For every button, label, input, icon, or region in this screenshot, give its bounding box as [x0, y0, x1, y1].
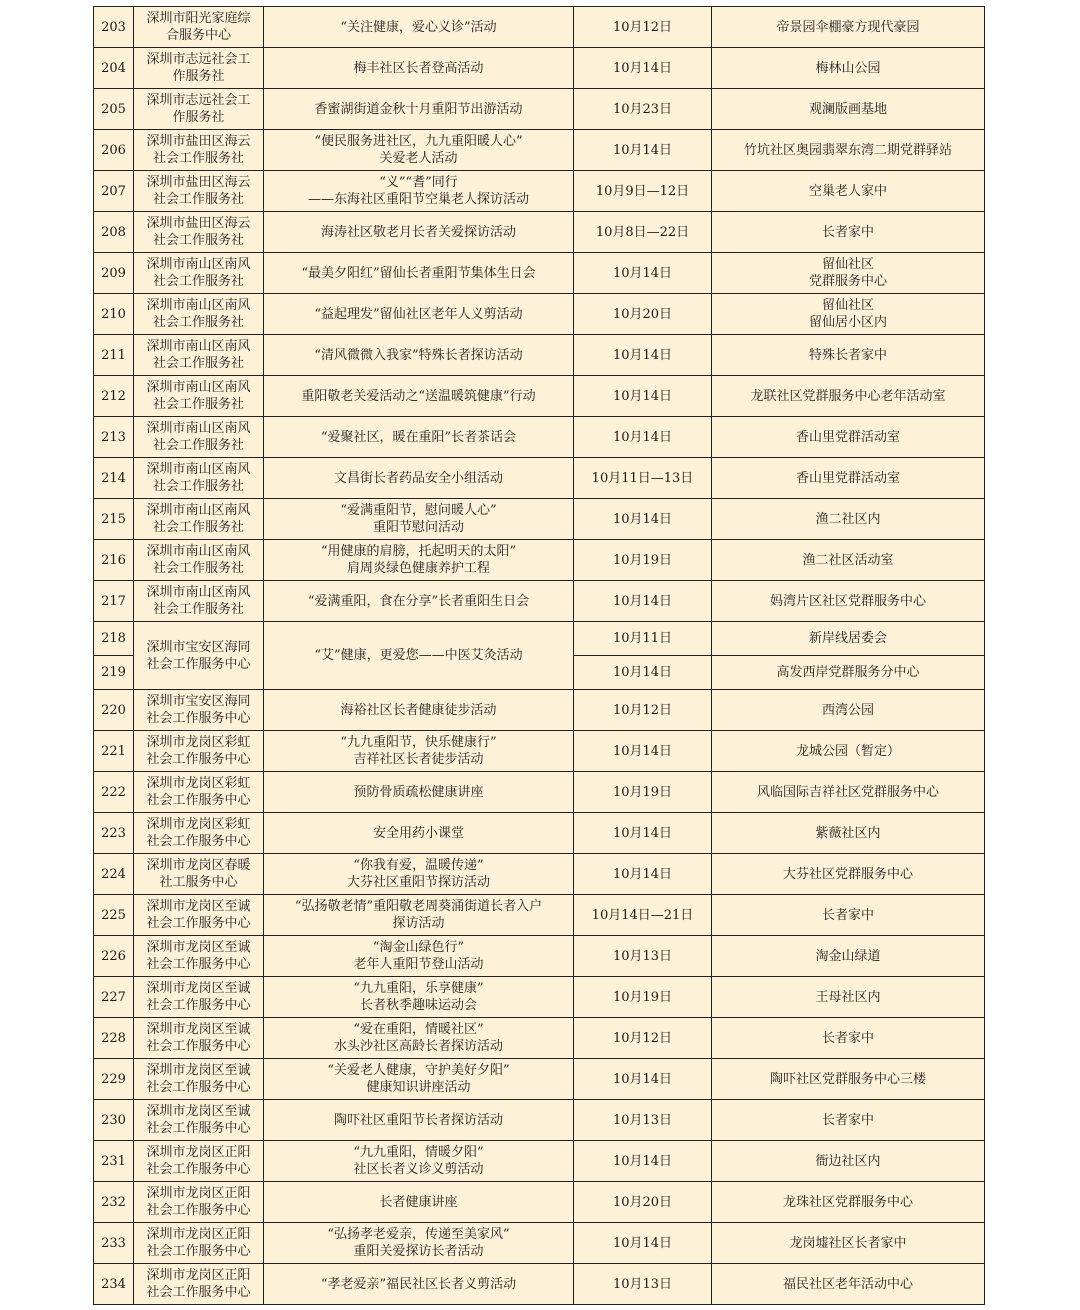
- organization-cell: 深圳市龙岗区春暖社工服务中心: [134, 854, 264, 895]
- row-number: 211: [94, 335, 134, 376]
- table-row: [94, 895, 985, 936]
- place-cell: [712, 89, 985, 130]
- date-cell: 10月19日: [574, 540, 712, 581]
- place-cell-line: 王母社区内: [815, 989, 881, 1005]
- organization-cell: 深圳市盐田区海云社会工作服务社: [134, 130, 264, 171]
- activity-cell-line: 健康知识讲座活动: [366, 1080, 471, 1095]
- place-cell: [712, 977, 985, 1018]
- activity-cell-line: “九九重阳节，快乐健康行”: [340, 735, 497, 750]
- row-number: 217: [94, 581, 134, 622]
- place-cell-line: 竹坑社区奥园翡翠东湾二期党群驿站: [743, 142, 952, 158]
- place-cell: [712, 458, 985, 499]
- row-number: 213: [94, 417, 134, 458]
- organization-cell: 深圳市龙岗区至诚社会工作服务中心: [134, 1100, 264, 1141]
- activity-cell-line: “关注健康，爱心义诊”活动: [340, 19, 497, 35]
- place-cell-line: 大芬社区党群服务中心: [782, 866, 913, 882]
- organization-cell: 深圳市龙岗区彩虹社会工作服务中心: [134, 731, 264, 772]
- activity-cell: [264, 1141, 574, 1182]
- place-cell: [712, 1141, 985, 1182]
- row-number: 220: [94, 690, 134, 731]
- table-row: [94, 581, 985, 622]
- activity-cell-line: “关爱老人健康，守护美好夕阳”: [327, 1063, 510, 1078]
- place-cell-line: 龙珠社区党群服务中心: [782, 1194, 913, 1210]
- place-cell-line: 紫薇社区内: [815, 825, 881, 841]
- activity-cell: [264, 294, 574, 335]
- table-row: [94, 7, 985, 48]
- row-number: 232: [94, 1182, 134, 1223]
- place-cell-line: 龙联社区党群服务中心老年活动室: [750, 388, 946, 404]
- table-row: [94, 1141, 985, 1182]
- date-cell: 10月19日: [574, 772, 712, 813]
- place-cell-line: 衙边社区内: [815, 1153, 881, 1169]
- activity-table-page: [93, 6, 985, 1305]
- place-cell-line: 香山里党群活动室: [795, 470, 900, 486]
- organization-cell: 深圳市南山区南风社会工作服务社: [134, 253, 264, 294]
- table-row: [94, 1223, 985, 1264]
- table-body: [94, 7, 985, 1305]
- row-number: 207: [94, 171, 134, 212]
- organization-cell: 深圳市盐田区海云社会工作服务社: [134, 171, 264, 212]
- date-cell: 10月14日: [574, 581, 712, 622]
- activity-cell: [264, 458, 574, 499]
- date-cell: 10月14日: [574, 335, 712, 376]
- activity-cell: [264, 581, 574, 622]
- place-cell: [712, 540, 985, 581]
- date-cell: 10月9日—12日: [574, 171, 712, 212]
- activity-cell-line: 吉祥社区长者徒步活动: [353, 752, 484, 767]
- date-cell: 10月8日—22日: [574, 212, 712, 253]
- organization-cell: 深圳市龙岗区至诚社会工作服务中心: [134, 936, 264, 977]
- place-cell: [712, 253, 985, 294]
- date-cell: 10月14日: [574, 656, 712, 690]
- table-row: [94, 89, 985, 130]
- activity-cell: [264, 731, 574, 772]
- organization-cell: 深圳市志远社会工作服务社: [134, 89, 264, 130]
- activity-cell-line: “弘扬敬老情”重阳敬老周葵涌街道长者入户: [294, 899, 543, 914]
- row-number: 223: [94, 813, 134, 854]
- date-cell: 10月11日: [574, 622, 712, 656]
- activity-cell-line: “用健康的肩膀，托起明天的太阳”: [320, 544, 517, 559]
- place-cell-line: 观澜版画基地: [808, 101, 887, 117]
- place-cell: [712, 895, 985, 936]
- activity-cell: [264, 376, 574, 417]
- place-cell: [712, 335, 985, 376]
- organization-cell: 深圳市龙岗区正阳社会工作服务中心: [134, 1223, 264, 1264]
- activity-cell: [264, 813, 574, 854]
- place-cell: [712, 212, 985, 253]
- table-row: [94, 171, 985, 212]
- date-cell: 10月12日: [574, 7, 712, 48]
- place-cell: [712, 1018, 985, 1059]
- activity-cell-line: 水头沙社区高龄长者探访活动: [333, 1039, 503, 1054]
- organization-cell: 深圳市阳光家庭综合服务中心: [134, 7, 264, 48]
- row-number: 205: [94, 89, 134, 130]
- row-number: 209: [94, 253, 134, 294]
- place-cell-line: 高发西岸党群服务分中心: [776, 665, 920, 680]
- place-cell-line: 党群服务中心: [808, 274, 887, 289]
- activity-cell: [264, 499, 574, 540]
- row-number: 215: [94, 499, 134, 540]
- table-row: [94, 540, 985, 581]
- table-row: [94, 417, 985, 458]
- activity-cell-line: 香蜜湖街道金秋十月重阳节出游活动: [314, 101, 523, 117]
- table-row: [94, 854, 985, 895]
- row-number: 212: [94, 376, 134, 417]
- activity-cell-line: “清风微微入我家”特殊长者探访活动: [314, 347, 523, 363]
- organization-cell: 深圳市南山区南风社会工作服务社: [134, 581, 264, 622]
- place-cell-line: 福民社区老年活动中心: [782, 1276, 913, 1292]
- place-cell-line: 留仙居小区内: [808, 315, 887, 330]
- place-cell-line: 新岸线居委会: [808, 631, 887, 646]
- organization-cell: 深圳市龙岗区正阳社会工作服务中心: [134, 1264, 264, 1305]
- date-cell: 10月23日: [574, 89, 712, 130]
- row-number: 229: [94, 1059, 134, 1100]
- activity-cell-line: 重阳敬老关爱活动之“送温暖筑健康”行动: [301, 388, 536, 404]
- activity-cell: [264, 936, 574, 977]
- place-cell: [712, 130, 985, 171]
- row-number: 214: [94, 458, 134, 499]
- date-cell: 10月14日: [574, 376, 712, 417]
- place-cell: [712, 7, 985, 48]
- place-cell: [712, 731, 985, 772]
- row-number: 231: [94, 1141, 134, 1182]
- organization-cell: 深圳市盐田区海云社会工作服务社: [134, 212, 264, 253]
- organization-cell: 深圳市南山区南风社会工作服务社: [134, 294, 264, 335]
- place-cell: [712, 1100, 985, 1141]
- date-cell: 10月14日: [574, 253, 712, 294]
- row-number: 216: [94, 540, 134, 581]
- date-cell: 10月14日: [574, 854, 712, 895]
- place-cell-line: 长者家中: [821, 907, 874, 923]
- place-cell-line: 香山里党群活动室: [795, 429, 900, 445]
- table-row: [94, 731, 985, 772]
- date-cell: 10月12日: [574, 690, 712, 731]
- place-cell-line: 淘金山绿道: [815, 948, 881, 964]
- organization-cell: 深圳市宝安区海同社会工作服务中心: [134, 690, 264, 731]
- table-row: [94, 1182, 985, 1223]
- activity-cell-line: 长者秋季趣味运动会: [359, 998, 477, 1013]
- table-row: [94, 294, 985, 335]
- activity-table: [93, 6, 985, 1305]
- table-row: [94, 335, 985, 376]
- date-cell: 10月14日: [574, 1141, 712, 1182]
- table-row: [94, 622, 985, 656]
- date-cell: 10月11日—13日: [574, 458, 712, 499]
- activity-cell: [264, 335, 574, 376]
- place-cell: [712, 1223, 985, 1264]
- organization-cell: 深圳市南山区南风社会工作服务社: [134, 376, 264, 417]
- place-cell: [712, 294, 985, 335]
- table-row: [94, 772, 985, 813]
- activity-cell-line: 探访活动: [392, 916, 445, 931]
- row-number: 234: [94, 1264, 134, 1305]
- activity-cell-line: 关爱老人活动: [379, 151, 458, 166]
- date-cell: 10月19日: [574, 977, 712, 1018]
- place-cell: [712, 656, 985, 690]
- activity-cell-line: “义”“耆”同行: [379, 175, 458, 190]
- place-cell-line: 长者家中: [821, 1030, 874, 1046]
- row-number: 221: [94, 731, 134, 772]
- date-cell: 10月14日: [574, 813, 712, 854]
- activity-cell: [264, 417, 574, 458]
- activity-cell-line: “九九重阳，情暖夕阳”: [353, 1145, 484, 1160]
- place-cell: [712, 854, 985, 895]
- place-cell-line: 妈湾片区社区党群服务中心: [769, 593, 926, 609]
- activity-cell: [264, 977, 574, 1018]
- place-cell-line: 渔二社区活动室: [802, 552, 894, 568]
- activity-cell-line: “最美夕阳红”留仙长者重阳节集体生日会: [301, 265, 536, 281]
- row-number: 218: [94, 622, 134, 656]
- activity-cell-line: “艾”健康，更爱您——中医艾灸活动: [314, 648, 523, 663]
- date-cell: 10月20日: [574, 294, 712, 335]
- activity-cell-line: “爱聚社区，暖在重阳”长者茶话会: [320, 429, 517, 445]
- place-cell: [712, 376, 985, 417]
- activity-cell-line: 长者健康讲座: [379, 1194, 458, 1210]
- row-number: 224: [94, 854, 134, 895]
- place-cell-line: 特殊长者家中: [808, 347, 887, 363]
- place-cell-line: 留仙社区: [821, 257, 874, 272]
- activity-cell-line: “弘扬孝老爱亲，传递至美家风”: [327, 1227, 510, 1242]
- table-row: [94, 690, 985, 731]
- place-cell: [712, 813, 985, 854]
- activity-cell-line: “爱在重阳，情暖社区”: [353, 1022, 484, 1037]
- activity-cell: [264, 1182, 574, 1223]
- table-row: [94, 376, 985, 417]
- activity-cell-line: 文昌街长者药品安全小组活动: [333, 470, 503, 486]
- place-cell: [712, 772, 985, 813]
- table-row: [94, 1018, 985, 1059]
- activity-cell-line: 安全用药小课堂: [372, 825, 464, 841]
- place-cell: [712, 1182, 985, 1223]
- organization-cell: 深圳市南山区南风社会工作服务社: [134, 417, 264, 458]
- date-cell: 10月14日: [574, 417, 712, 458]
- activity-cell-line: 海裕社区长者健康徒步活动: [340, 702, 497, 718]
- row-number: 208: [94, 212, 134, 253]
- table-row: [94, 212, 985, 253]
- place-cell: [712, 171, 985, 212]
- row-number: 225: [94, 895, 134, 936]
- place-cell-line: 西湾公园: [821, 702, 874, 718]
- activity-cell: [264, 130, 574, 171]
- activity-cell: [264, 1223, 574, 1264]
- date-cell: 10月12日: [574, 1018, 712, 1059]
- table-row: [94, 499, 985, 540]
- place-cell-line: 龙城公园（暂定）: [795, 743, 900, 759]
- place-cell-line: 渔二社区内: [815, 511, 881, 527]
- place-cell-line: 长者家中: [821, 224, 874, 240]
- place-cell: [712, 1264, 985, 1305]
- activity-cell-line: “爱满重阳节，慰问暖人心”: [340, 503, 497, 518]
- row-number: 204: [94, 48, 134, 89]
- activity-cell: [264, 690, 574, 731]
- table-row: [94, 1100, 985, 1141]
- date-cell: 10月14日—21日: [574, 895, 712, 936]
- place-cell: [712, 48, 985, 89]
- date-cell: 10月14日: [574, 1059, 712, 1100]
- place-cell-line: 梅林山公园: [815, 60, 881, 76]
- activity-cell-line: 重阳关爱探访长者活动: [353, 1244, 484, 1259]
- place-cell-line: 长者家中: [821, 1112, 874, 1128]
- place-cell-line: 风临国际吉祥社区党群服务中心: [756, 784, 939, 800]
- place-cell: [712, 1059, 985, 1100]
- date-cell: 10月20日: [574, 1182, 712, 1223]
- activity-cell: [264, 171, 574, 212]
- activity-cell-line: 预防骨质疏松健康讲座: [353, 784, 484, 800]
- organization-cell: 深圳市南山区南风社会工作服务社: [134, 540, 264, 581]
- table-row: [94, 977, 985, 1018]
- activity-cell: [264, 253, 574, 294]
- activity-cell: [264, 772, 574, 813]
- activity-cell-line: ——东海社区重阳节空巢老人探访活动: [307, 192, 529, 207]
- activity-cell-line: 陶吓社区重阳节长者探访活动: [333, 1112, 503, 1128]
- activity-cell: [264, 212, 574, 253]
- activity-cell-line: 重阳节慰问活动: [372, 520, 464, 535]
- table-row: [94, 130, 985, 171]
- table-row: [94, 1059, 985, 1100]
- activity-cell-line: “淘金山绿色行”: [372, 940, 465, 955]
- activity-cell-line: 肩周炎绿色健康养护工程: [346, 561, 490, 576]
- place-cell: [712, 417, 985, 458]
- table-row: [94, 1264, 985, 1305]
- table-row: [94, 458, 985, 499]
- activity-cell-line: “九九重阳，乐享健康”: [353, 981, 484, 996]
- place-cell: [712, 622, 985, 656]
- organization-cell: 深圳市龙岗区正阳社会工作服务中心: [134, 1182, 264, 1223]
- date-cell: 10月14日: [574, 1223, 712, 1264]
- date-cell: 10月14日: [574, 130, 712, 171]
- organization-cell: 深圳市龙岗区彩虹社会工作服务中心: [134, 772, 264, 813]
- activity-cell-line: “益起理发”留仙社区老年人义剪活动: [314, 306, 523, 322]
- organization-cell: 深圳市龙岗区至诚社会工作服务中心: [134, 895, 264, 936]
- activity-cell: [264, 895, 574, 936]
- organization-cell: 深圳市龙岗区至诚社会工作服务中心: [134, 1018, 264, 1059]
- place-cell: [712, 690, 985, 731]
- place-cell-line: 留仙社区: [821, 298, 874, 313]
- activity-cell-line: 老年人重阳节登山活动: [353, 957, 484, 972]
- table-row: [94, 936, 985, 977]
- row-number: 226: [94, 936, 134, 977]
- place-cell: [712, 936, 985, 977]
- table-row: [94, 813, 985, 854]
- organization-cell: 深圳市宝安区海同社会工作服务中心: [134, 622, 264, 690]
- place-cell: [712, 581, 985, 622]
- activity-cell: [264, 1059, 574, 1100]
- activity-cell: [264, 540, 574, 581]
- activity-cell: [264, 48, 574, 89]
- date-cell: 10月13日: [574, 1264, 712, 1305]
- organization-cell: 深圳市龙岗区至诚社会工作服务中心: [134, 977, 264, 1018]
- date-cell: 10月14日: [574, 48, 712, 89]
- organization-cell: 深圳市南山区南风社会工作服务社: [134, 499, 264, 540]
- activity-cell-line: 社区长者义诊义剪活动: [353, 1162, 484, 1177]
- row-number: 206: [94, 130, 134, 171]
- row-number: 228: [94, 1018, 134, 1059]
- activity-cell: [264, 1264, 574, 1305]
- activity-cell: [264, 7, 574, 48]
- row-number: 203: [94, 7, 134, 48]
- activity-cell-line: 海涛社区敬老月长者关爱探访活动: [320, 224, 516, 240]
- row-number: 233: [94, 1223, 134, 1264]
- place-cell-line: 陶吓社区党群服务中心三楼: [769, 1071, 926, 1087]
- place-cell-line: 空巢老人家中: [808, 183, 887, 199]
- organization-cell: 深圳市龙岗区至诚社会工作服务中心: [134, 1059, 264, 1100]
- table-row: [94, 253, 985, 294]
- date-cell: 10月13日: [574, 1100, 712, 1141]
- organization-cell: 深圳市南山区南风社会工作服务社: [134, 458, 264, 499]
- activity-cell: [264, 89, 574, 130]
- date-cell: 10月14日: [574, 731, 712, 772]
- activity-cell-line: “爱满重阳，食在分享”长者重阳生日会: [307, 593, 530, 609]
- organization-cell: 深圳市龙岗区彩虹社会工作服务中心: [134, 813, 264, 854]
- organization-cell: 深圳市志远社会工作服务社: [134, 48, 264, 89]
- table-row: [94, 48, 985, 89]
- place-cell: [712, 499, 985, 540]
- place-cell-line: 帝景园伞棚豪方现代豪园: [776, 19, 920, 35]
- activity-cell-line: “你我有爱，温暖传递”: [353, 858, 484, 873]
- date-cell: 10月13日: [574, 936, 712, 977]
- place-cell-line: 龙岗墟社区长者家中: [789, 1235, 907, 1251]
- organization-cell: 深圳市龙岗区正阳社会工作服务中心: [134, 1141, 264, 1182]
- row-number: 219: [94, 656, 134, 690]
- activity-cell-line: “便民服务进社区，九九重阳暖人心”: [314, 134, 523, 149]
- activity-cell-line: 大芬社区重阳节探访活动: [346, 875, 490, 890]
- date-cell: 10月14日: [574, 499, 712, 540]
- activity-cell: [264, 622, 574, 690]
- activity-cell: [264, 854, 574, 895]
- activity-cell: [264, 1018, 574, 1059]
- row-number: 227: [94, 977, 134, 1018]
- row-number: 222: [94, 772, 134, 813]
- organization-cell: 深圳市南山区南风社会工作服务社: [134, 335, 264, 376]
- activity-cell-line: “孝老爱亲”福民社区长者义剪活动: [320, 1276, 517, 1292]
- row-number: 210: [94, 294, 134, 335]
- activity-cell: [264, 1100, 574, 1141]
- activity-cell-line: 梅丰社区长者登高活动: [353, 60, 484, 76]
- row-number: 230: [94, 1100, 134, 1141]
